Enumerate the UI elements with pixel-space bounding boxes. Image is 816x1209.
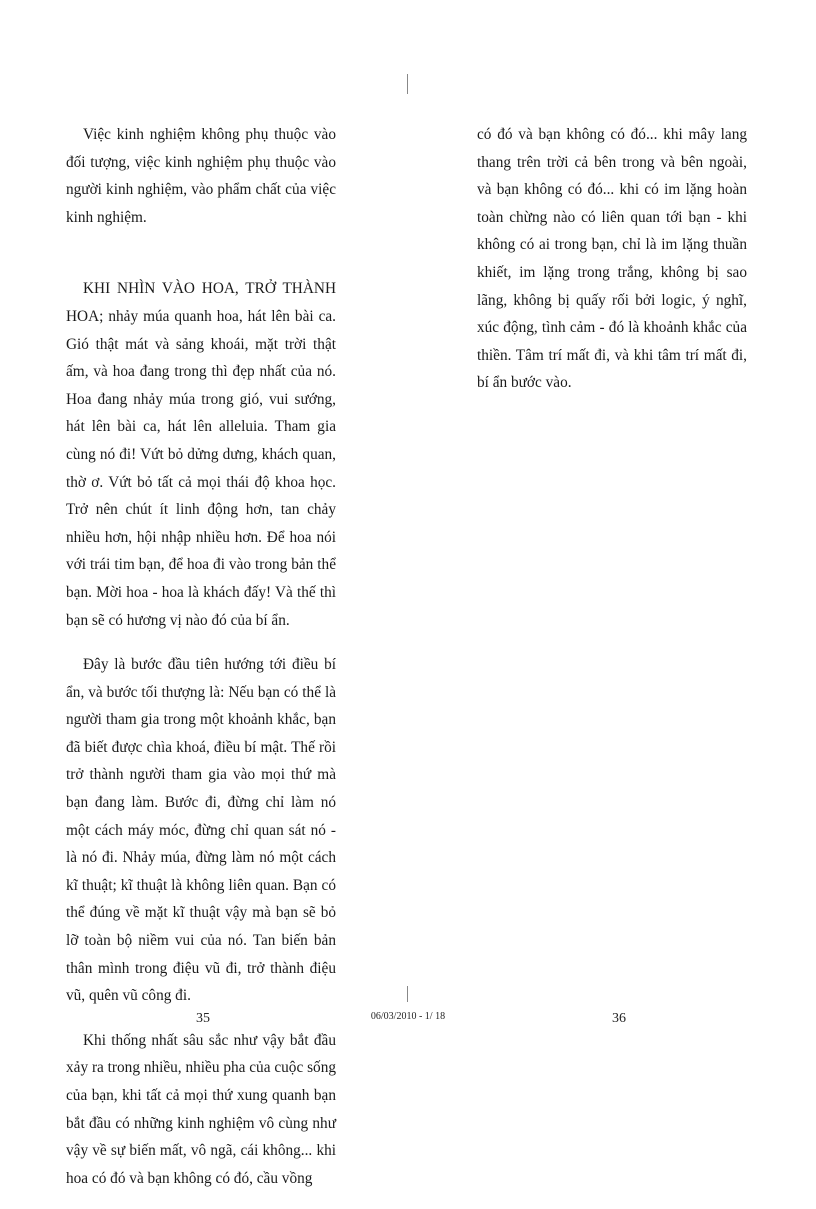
paragraph: Khi thống nhất sâu sắc như vậy bắt đầu xảy ra trong nhiều, nhiều pha của cuộc sống của bạn, khi tất cả mọi thứ xung quanh bạn bắt đầu có những kinh nghiệm vô cùng như vậy về sự biến mất, vô ngã, cái không... khi hoa có đó và bạn không có đó, cầu vồng (66, 1031, 336, 1187)
left-page-number: 35 (196, 1011, 210, 1026)
top-fold-mark (407, 74, 408, 94)
bottom-fold-mark (407, 986, 408, 1002)
paragraph: có đó và bạn không có đó... khi mây lang thang trên trời cả bên trong và bên ngoài, và bạn không có đó... khi có im lặng hoàn toàn chừng nào có liên quan tới bạn - khi không có ai trong bạn, chỉ là im lặng thuần khiết, im lặng trong trắng, không bị sao lãng, không bị quấy rối bởi logic, ý nghĩ, xúc động, tình cảm - đó là khoảnh khắc của thiền. Tâm trí mất đi, và khi tâm trí mất đi, bí ẩn bước vào. (477, 126, 747, 392)
right-page-text (477, 121, 747, 414)
paragraph: Việc kinh nghiệm không phụ thuộc vào đối tượng, việc kinh nghiệm phụ thuộc vào người kinh nghiệm, vào phẩm chất của việc kinh nghiệm. (66, 126, 336, 226)
left-page-text (66, 121, 336, 1209)
print-stamp: 06/03/2010 - 1/ 18 (370, 1011, 446, 1022)
right-page-number: 36 (612, 1011, 626, 1026)
paragraph: Đây là bước đầu tiên hướng tới điều bí ẩn, và bước tối thượng là: Nếu bạn có thể là người tham gia trong một khoảnh khắc, bạn đã biết được chìa khoá, điều bí mật. Thế rồi trở thành người tham gia vào mọi thứ mà bạn đang làm. Bước đi, đừng chỉ làm nó một cách máy móc, đừng chỉ quan sát nó - là nó đi. Nhảy múa, đừng làm nó một cách kĩ thuật; kĩ thuật là không liên quan. Bạn có thể đúng về mặt kĩ thuật vậy mà bạn sẽ bỏ lỡ toàn bộ niềm vui của nó. Tan biến bản thân mình trong điệu vũ đi, trở thành điệu vũ, quên vũ công đi. (66, 656, 336, 1005)
paragraph: KHI NHÌN VÀO HOA, TRỞ THÀNH HOA; nhảy múa quanh hoa, hát lên bài ca. Gió thật mát và sảng khoái, mặt trời thật ấm, và hoa đang trong thì đẹp nhất của nó. Hoa đang nhảy múa trong gió, vui sướng, hát lên bài ca, hát lên alleluia. Tham gia cùng nó đi! Vứt bỏ dửng dưng, khách quan, thờ ơ. Vứt bỏ tất cả mọi thái độ khoa học. Trở nên chút ít linh động hơn, tan chảy nhiều hơn, hội nhập nhiều hơn. Để hoa nói với trái tim bạn, để hoa đi vào trong bản thể bạn. Mời hoa - hoa là khách đấy! Và thế thì bạn sẽ có hương vị nào đó của bí ẩn. (66, 280, 336, 629)
